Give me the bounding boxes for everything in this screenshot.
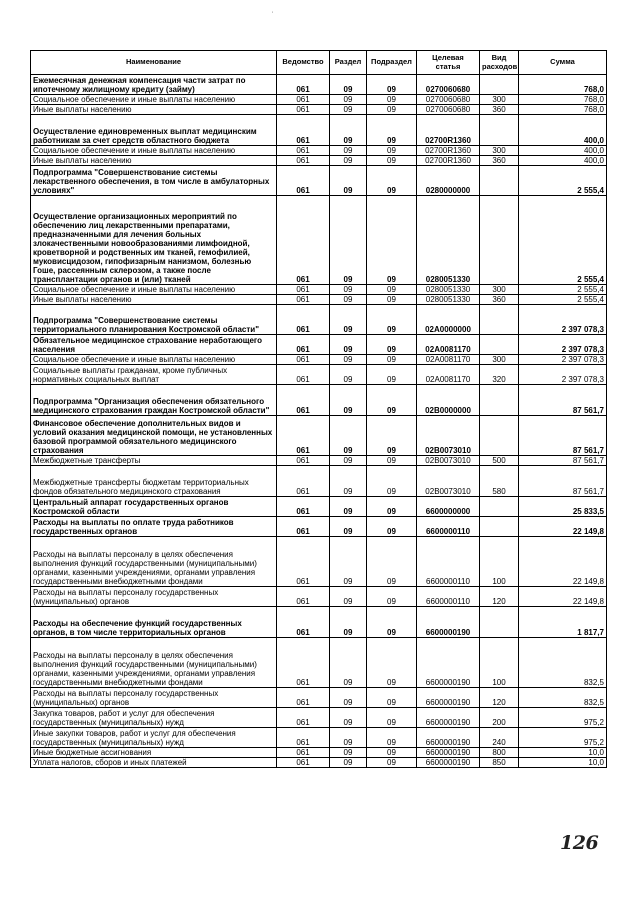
cell-target: 02B0073010 xyxy=(417,416,480,456)
cell-amount: 22 149,8 xyxy=(519,587,607,607)
cell-exp-type: 360 xyxy=(480,156,519,166)
cell-subsection: 09 xyxy=(367,355,417,365)
cell-section: 09 xyxy=(330,365,367,385)
cell-section: 09 xyxy=(330,587,367,607)
cell-dept: 061 xyxy=(277,688,330,708)
table-row xyxy=(31,115,607,146)
table-row xyxy=(31,758,607,768)
cell-subsection: 09 xyxy=(367,365,417,385)
table-row xyxy=(31,728,607,748)
cell-target: 0280051330 xyxy=(417,285,480,295)
cell-subsection: 09 xyxy=(367,75,417,95)
cell-amount: 2 397 078,3 xyxy=(519,305,607,335)
cell-exp-type: 100 xyxy=(480,537,519,587)
cell-name: Иные выплаты населению xyxy=(31,105,277,115)
cell-dept: 061 xyxy=(277,728,330,748)
cell-target: 02700R1360 xyxy=(417,146,480,156)
cell-name: Расходы на обеспечение функций государственных органов, в том числе территориальных органов xyxy=(31,607,277,638)
cell-name: Подпрограмма "Совершенствование системы территориального планирования Костромской области" xyxy=(31,305,277,335)
table-row xyxy=(31,748,607,758)
cell-name: Социальное обеспечение и иные выплаты населению xyxy=(31,95,277,105)
cell-name: Межбюджетные трансферты xyxy=(31,456,277,466)
cell-section: 09 xyxy=(330,456,367,466)
scan-mark: ' xyxy=(272,12,274,18)
cell-amount: 87 561,7 xyxy=(519,466,607,497)
table-row xyxy=(31,385,607,416)
cell-dept: 061 xyxy=(277,146,330,156)
cell-name: Иные закупки товаров, работ и услуг для обеспечения государственных (муниципальных) нужд xyxy=(31,728,277,748)
cell-exp-type: 240 xyxy=(480,728,519,748)
cell-name: Расходы на выплаты персоналу в целях обеспечения выполнения функций государственными (муниципальными) органами, казенными учреждениями, органами управления государственными внебюджетными фондами xyxy=(31,638,277,688)
cell-target: 02A0081170 xyxy=(417,355,480,365)
cell-name: Подпрограмма "Совершенствование системы лекарственного обеспечения, в том числе в амбулаторных условиях" xyxy=(31,166,277,196)
cell-target: 6600000190 xyxy=(417,607,480,638)
cell-section: 09 xyxy=(330,146,367,156)
cell-dept: 061 xyxy=(277,497,330,517)
cell-exp-type xyxy=(480,497,519,517)
cell-exp-type xyxy=(480,115,519,146)
cell-subsection: 09 xyxy=(367,196,417,285)
table-row xyxy=(31,638,607,688)
cell-section: 09 xyxy=(330,115,367,146)
cell-target: 6600000190 xyxy=(417,758,480,768)
table-row xyxy=(31,456,607,466)
cell-name: Закупка товаров, работ и услуг для обеспечения государственных (муниципальных) нужд xyxy=(31,708,277,728)
table-row xyxy=(31,196,607,285)
cell-section: 09 xyxy=(330,105,367,115)
cell-amount: 975,2 xyxy=(519,728,607,748)
cell-dept: 061 xyxy=(277,105,330,115)
cell-amount: 87 561,7 xyxy=(519,456,607,466)
cell-amount: 768,0 xyxy=(519,95,607,105)
table-header-row xyxy=(31,51,607,75)
cell-dept: 061 xyxy=(277,638,330,688)
cell-subsection: 09 xyxy=(367,95,417,105)
cell-exp-type: 580 xyxy=(480,466,519,497)
cell-name: Социальное обеспечение и иные выплаты населению xyxy=(31,146,277,156)
cell-exp-type: 360 xyxy=(480,295,519,305)
cell-target: 0280051330 xyxy=(417,295,480,305)
cell-target: 6600000000 xyxy=(417,497,480,517)
cell-name: Осуществление единовременных выплат медицинским работникам за счет средств областного бюджета xyxy=(31,115,277,146)
table-row xyxy=(31,95,607,105)
cell-target: 02A0081170 xyxy=(417,335,480,355)
cell-exp-type: 300 xyxy=(480,355,519,365)
cell-target: 0270060680 xyxy=(417,105,480,115)
cell-amount: 87 561,7 xyxy=(519,416,607,456)
cell-target: 0280051330 xyxy=(417,196,480,285)
cell-exp-type: 300 xyxy=(480,146,519,156)
table-row xyxy=(31,75,607,95)
cell-dept: 061 xyxy=(277,295,330,305)
cell-section: 09 xyxy=(330,95,367,105)
cell-name: Иные выплаты населению xyxy=(31,295,277,305)
col-header-exp-type: Вид расходов xyxy=(480,51,519,75)
col-header-amount: Сумма xyxy=(519,51,607,75)
cell-amount: 2 555,4 xyxy=(519,196,607,285)
cell-subsection: 09 xyxy=(367,537,417,587)
cell-target: 6600000110 xyxy=(417,517,480,537)
col-header-section: Раздел xyxy=(330,51,367,75)
cell-exp-type: 300 xyxy=(480,285,519,295)
cell-subsection: 09 xyxy=(367,758,417,768)
cell-amount: 2 555,4 xyxy=(519,295,607,305)
cell-subsection: 09 xyxy=(367,456,417,466)
cell-name: Иные бюджетные ассигнования xyxy=(31,748,277,758)
table-row xyxy=(31,156,607,166)
cell-name: Осуществление организационных мероприятий по обеспечению лиц лекарственными препаратами, предназначенными для лечения больных злокачественными новообразованиями лимфоидной, кроветворной и родственных им тканей, гемофилией, муковисцидозом, гипофизарным нанизмом, болезнью Гоше, рассеянным склерозом, а также после трансплантации органов и (или) тканей xyxy=(31,196,277,285)
cell-subsection: 09 xyxy=(367,587,417,607)
cell-amount: 25 833,5 xyxy=(519,497,607,517)
cell-amount: 2 397 078,3 xyxy=(519,335,607,355)
cell-name: Расходы на выплаты персоналу в целях обеспечения выполнения функций государственными (муниципальными) органами, казенными учреждениями, органами управления государственными внебюджетными фондами xyxy=(31,537,277,587)
cell-name: Ежемесячная денежная компенсация части затрат по ипотечному жилищному кредиту (займу) xyxy=(31,75,277,95)
cell-section: 09 xyxy=(330,638,367,688)
cell-dept: 061 xyxy=(277,466,330,497)
cell-section: 09 xyxy=(330,295,367,305)
cell-section: 09 xyxy=(330,335,367,355)
cell-name: Межбюджетные трансферты бюджетам территориальных фондов обязательного медицинского страхования xyxy=(31,466,277,497)
cell-dept: 061 xyxy=(277,285,330,295)
cell-dept: 061 xyxy=(277,416,330,456)
cell-subsection: 09 xyxy=(367,305,417,335)
cell-amount: 2 555,4 xyxy=(519,285,607,295)
cell-subsection: 09 xyxy=(367,295,417,305)
page-number: 126 xyxy=(560,832,599,854)
table-row xyxy=(31,497,607,517)
cell-subsection: 09 xyxy=(367,688,417,708)
col-header-name: Наименование xyxy=(31,51,277,75)
cell-name: Подпрограмма "Организация обеспечения обязательного медицинского страхования граждан Костромской области" xyxy=(31,385,277,416)
cell-dept: 061 xyxy=(277,95,330,105)
cell-exp-type xyxy=(480,196,519,285)
cell-subsection: 09 xyxy=(367,517,417,537)
table-row xyxy=(31,416,607,456)
cell-name: Иные выплаты населению xyxy=(31,156,277,166)
cell-subsection: 09 xyxy=(367,105,417,115)
cell-section: 09 xyxy=(330,537,367,587)
cell-exp-type: 120 xyxy=(480,587,519,607)
col-header-dept: Ведомство xyxy=(277,51,330,75)
cell-section: 09 xyxy=(330,385,367,416)
cell-exp-type xyxy=(480,416,519,456)
cell-exp-type: 120 xyxy=(480,688,519,708)
cell-dept: 061 xyxy=(277,365,330,385)
cell-name: Социальные выплаты гражданам, кроме публичных нормативных социальных выплат xyxy=(31,365,277,385)
cell-target: 6600000190 xyxy=(417,638,480,688)
cell-subsection: 09 xyxy=(367,285,417,295)
cell-amount: 2 397 078,3 xyxy=(519,365,607,385)
cell-subsection: 09 xyxy=(367,607,417,638)
cell-exp-type: 200 xyxy=(480,708,519,728)
cell-dept: 061 xyxy=(277,156,330,166)
cell-name: Расходы на выплаты по оплате труда работников государственных органов xyxy=(31,517,277,537)
cell-dept: 061 xyxy=(277,75,330,95)
cell-subsection: 09 xyxy=(367,497,417,517)
cell-dept: 061 xyxy=(277,196,330,285)
cell-subsection: 09 xyxy=(367,166,417,196)
cell-exp-type xyxy=(480,305,519,335)
cell-section: 09 xyxy=(330,758,367,768)
cell-section: 09 xyxy=(330,166,367,196)
cell-amount: 400,0 xyxy=(519,146,607,156)
cell-dept: 061 xyxy=(277,607,330,638)
cell-subsection: 09 xyxy=(367,708,417,728)
cell-subsection: 09 xyxy=(367,466,417,497)
cell-name: Социальное обеспечение и иные выплаты населению xyxy=(31,285,277,295)
cell-dept: 061 xyxy=(277,517,330,537)
table-row xyxy=(31,295,607,305)
cell-target: 02A0000000 xyxy=(417,305,480,335)
cell-exp-type xyxy=(480,75,519,95)
cell-amount: 768,0 xyxy=(519,105,607,115)
cell-subsection: 09 xyxy=(367,416,417,456)
cell-target: 02A0081170 xyxy=(417,365,480,385)
cell-amount: 2 397 078,3 xyxy=(519,355,607,365)
cell-exp-type xyxy=(480,385,519,416)
cell-section: 09 xyxy=(330,416,367,456)
cell-target: 02B0000000 xyxy=(417,385,480,416)
cell-amount: 2 555,4 xyxy=(519,166,607,196)
cell-exp-type: 800 xyxy=(480,748,519,758)
cell-dept: 061 xyxy=(277,335,330,355)
cell-section: 09 xyxy=(330,75,367,95)
table-row xyxy=(31,166,607,196)
cell-dept: 061 xyxy=(277,305,330,335)
cell-section: 09 xyxy=(330,355,367,365)
col-header-target: Целевая статья xyxy=(417,51,480,75)
cell-dept: 061 xyxy=(277,758,330,768)
cell-name: Финансовое обеспечение дополнительных видов и условий оказания медицинской помощи, не установленных базовой программой обязательного медицинского страхования xyxy=(31,416,277,456)
table-row xyxy=(31,305,607,335)
cell-exp-type xyxy=(480,607,519,638)
cell-target: 6600000190 xyxy=(417,728,480,748)
cell-exp-type: 100 xyxy=(480,638,519,688)
cell-name: Обязательное медицинское страхование неработающего населения xyxy=(31,335,277,355)
cell-dept: 061 xyxy=(277,456,330,466)
cell-subsection: 09 xyxy=(367,335,417,355)
cell-section: 09 xyxy=(330,517,367,537)
cell-target: 6600000190 xyxy=(417,688,480,708)
cell-name: Центральный аппарат государственных органов Костромской области xyxy=(31,497,277,517)
cell-target: 02B0073010 xyxy=(417,456,480,466)
cell-amount: 87 561,7 xyxy=(519,385,607,416)
cell-name: Расходы на выплаты персоналу государственных (муниципальных) органов xyxy=(31,688,277,708)
cell-amount: 400,0 xyxy=(519,115,607,146)
cell-amount: 832,5 xyxy=(519,688,607,708)
cell-target: 0280000000 xyxy=(417,166,480,196)
cell-name: Расходы на выплаты персоналу государственных (муниципальных) органов xyxy=(31,587,277,607)
cell-amount: 975,2 xyxy=(519,708,607,728)
cell-section: 09 xyxy=(330,607,367,638)
cell-section: 09 xyxy=(330,748,367,758)
cell-target: 6600000190 xyxy=(417,748,480,758)
cell-section: 09 xyxy=(330,156,367,166)
cell-amount: 1 817,7 xyxy=(519,607,607,638)
table-row xyxy=(31,355,607,365)
table-row xyxy=(31,587,607,607)
cell-section: 09 xyxy=(330,196,367,285)
cell-dept: 061 xyxy=(277,385,330,416)
cell-amount: 10,0 xyxy=(519,758,607,768)
cell-amount: 22 149,8 xyxy=(519,537,607,587)
cell-target: 6600000110 xyxy=(417,537,480,587)
table-row xyxy=(31,146,607,156)
table-row xyxy=(31,466,607,497)
table-row xyxy=(31,517,607,537)
cell-subsection: 09 xyxy=(367,728,417,748)
cell-dept: 061 xyxy=(277,115,330,146)
cell-target: 02700R1360 xyxy=(417,156,480,166)
cell-exp-type: 360 xyxy=(480,105,519,115)
cell-section: 09 xyxy=(330,305,367,335)
table-row xyxy=(31,688,607,708)
cell-exp-type xyxy=(480,517,519,537)
cell-exp-type: 300 xyxy=(480,95,519,105)
cell-section: 09 xyxy=(330,688,367,708)
table-row xyxy=(31,285,607,295)
cell-target: 0270060680 xyxy=(417,95,480,105)
cell-exp-type xyxy=(480,166,519,196)
cell-target: 02700R1360 xyxy=(417,115,480,146)
cell-exp-type: 320 xyxy=(480,365,519,385)
cell-section: 09 xyxy=(330,708,367,728)
cell-target: 6600000190 xyxy=(417,708,480,728)
cell-dept: 061 xyxy=(277,537,330,587)
table-row xyxy=(31,708,607,728)
cell-exp-type: 850 xyxy=(480,758,519,768)
cell-amount: 10,0 xyxy=(519,748,607,758)
table-row xyxy=(31,335,607,355)
cell-dept: 061 xyxy=(277,748,330,758)
cell-amount: 768,0 xyxy=(519,75,607,95)
cell-target: 02B0073010 xyxy=(417,466,480,497)
cell-amount: 400,0 xyxy=(519,156,607,166)
cell-name: Уплата налогов, сборов и иных платежей xyxy=(31,758,277,768)
cell-section: 09 xyxy=(330,466,367,497)
table-body xyxy=(31,75,607,768)
table-row xyxy=(31,607,607,638)
cell-dept: 061 xyxy=(277,355,330,365)
cell-exp-type xyxy=(480,335,519,355)
cell-subsection: 09 xyxy=(367,115,417,146)
cell-subsection: 09 xyxy=(367,748,417,758)
table-row xyxy=(31,537,607,587)
cell-section: 09 xyxy=(330,285,367,295)
cell-amount: 22 149,8 xyxy=(519,517,607,537)
cell-amount: 832,5 xyxy=(519,638,607,688)
cell-subsection: 09 xyxy=(367,638,417,688)
cell-exp-type: 500 xyxy=(480,456,519,466)
table-row xyxy=(31,365,607,385)
cell-section: 09 xyxy=(330,497,367,517)
cell-subsection: 09 xyxy=(367,385,417,416)
cell-section: 09 xyxy=(330,728,367,748)
cell-dept: 061 xyxy=(277,587,330,607)
cell-target: 0270060680 xyxy=(417,75,480,95)
col-header-subsection: Подраздел xyxy=(367,51,417,75)
budget-table xyxy=(30,50,607,768)
cell-name: Социальное обеспечение и иные выплаты населению xyxy=(31,355,277,365)
cell-dept: 061 xyxy=(277,708,330,728)
cell-subsection: 09 xyxy=(367,156,417,166)
table-row xyxy=(31,105,607,115)
cell-subsection: 09 xyxy=(367,146,417,156)
cell-dept: 061 xyxy=(277,166,330,196)
cell-target: 6600000110 xyxy=(417,587,480,607)
